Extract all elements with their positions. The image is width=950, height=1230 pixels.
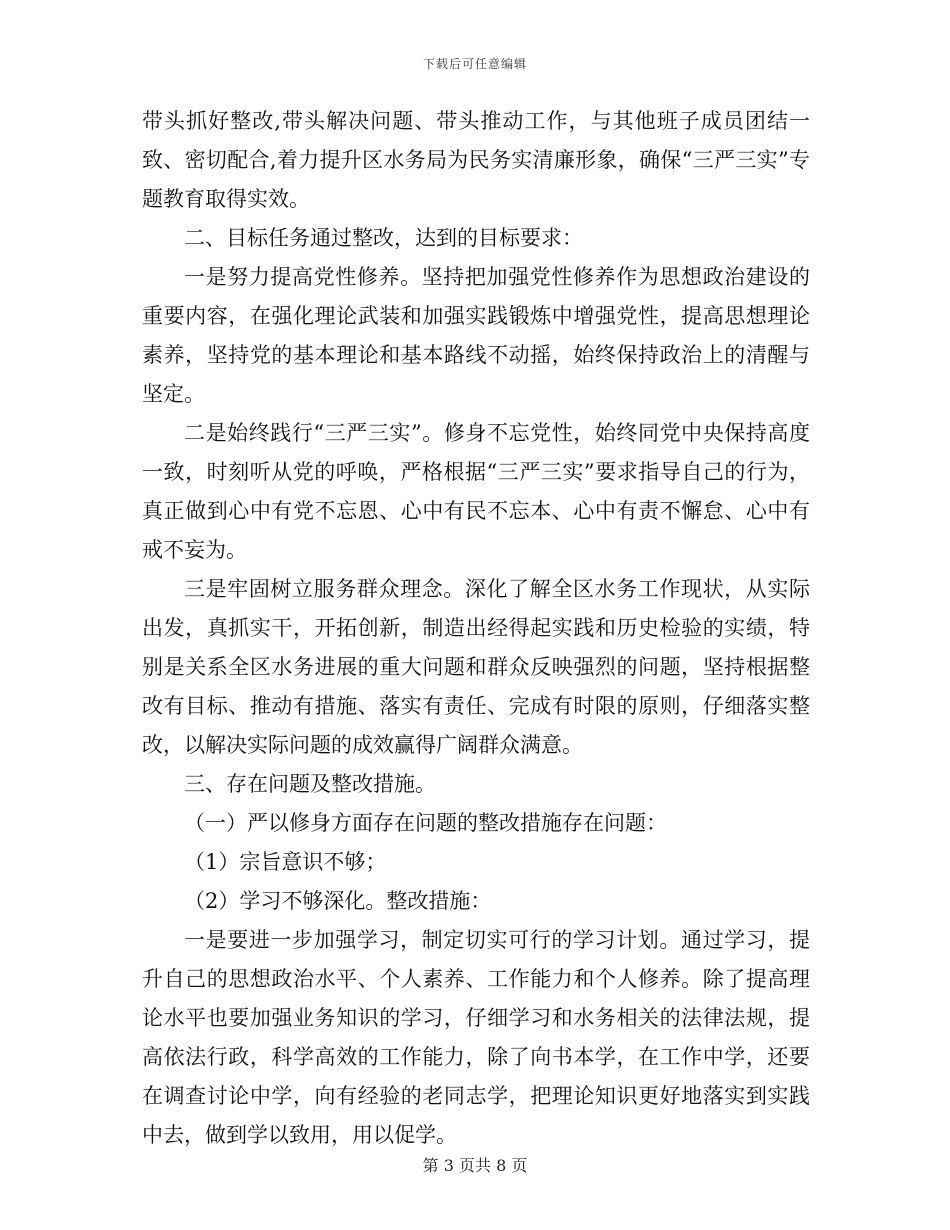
paragraph-goal-2: 二是始终践行“三严三实”。修身不忘党性，始终同党中央保持高度一致，时刻听从党的呼唤，严格根据“三严三实”要求指导自己的行为，真正做到心中有党不忘恩、心中有民不忘本、心中有责不懈怠、心中有戒不妄为。 <box>142 421 810 562</box>
paragraph-continuation: 带头抓好整改,带头解决问题、带头推动工作，与其他班子成员团结一致、密切配合,着力提升区水务局为民务实清廉形象，确保“三严三实”专题教育取得实效。 <box>142 109 810 211</box>
paragraph-goal-3: 三是牢固树立服务群众理念。深化了解全区水务工作现状，从实际出发，真抓实干，开拓创新，制造出经得起实践和历史检验的实绩，特别是关系全区水务进展的重大问题和群众反映强烈的问题，坚持根据整改有目标、推动有措施、落实有责任、完成有时限的原则，仔细落实整改，以解决实际问题的成效赢得广阔群众满意。 <box>142 577 810 757</box>
paragraph-measure-1: 一是要进一步加强学习，制定切实可行的学习计划。通过学习，提升自己的思想政治水平、个人素养、工作能力和个人修养。除了提高理论水平也要加强业务知识的学习，仔细学习和水务相关的法律法规，提高依法行政，科学高效的工作能力，除了向书本学，在工作中学，还要在调查讨论中学，向有经验的老同志学，把理论知识更好地落实到实践中去，做到学以致用，用以促学。 <box>142 928 810 1147</box>
page-number: 第 3 页共 8 页 <box>422 1156 528 1175</box>
paragraph-goal-1: 一是努力提高党性修养。坚持把加强党性修养作为思想政治建设的重要内容，在强化理论武装和加强实践锻炼中增强党性，提高思想理论素养，坚持党的基本理论和基本路线不动摇，始终保持政治上的清醒与坚定。 <box>142 265 810 406</box>
problem-item-2: （2）学习不够深化。整改措施： <box>184 889 492 913</box>
section-heading-problems: 三、存在问题及整改措施。 <box>184 772 436 796</box>
page-header-note: 下载后可任意编辑 <box>422 57 527 71</box>
section-heading-goals: 二、目标任务通过整改，达到的目标要求： <box>184 226 583 250</box>
document-body <box>142 102 810 1155</box>
problem-item-1: （1）宗旨意识不够； <box>184 850 387 874</box>
subsection-heading-1: （一）严以修身方面存在问题的整改措施存在问题： <box>184 811 667 835</box>
